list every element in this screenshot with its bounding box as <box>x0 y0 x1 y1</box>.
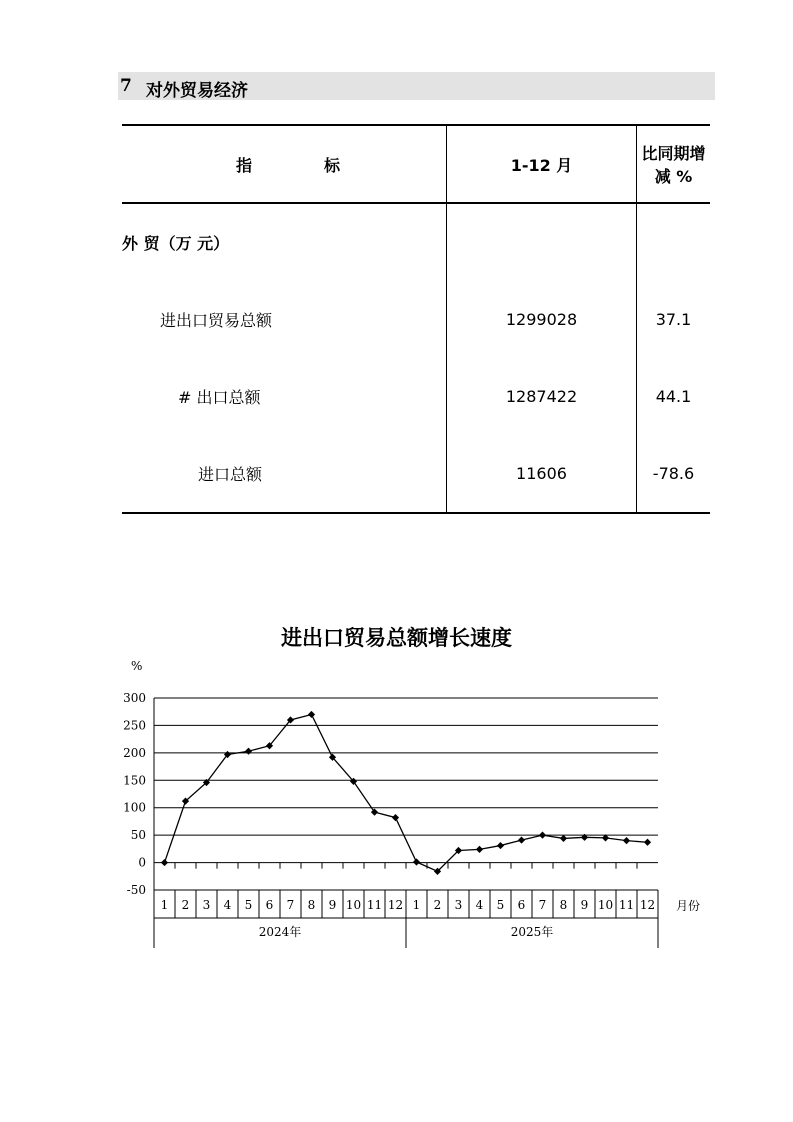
x-group-label: 2024年 <box>258 925 302 939</box>
x-tick-label: 8 <box>307 898 316 912</box>
x-tick-label: 4 <box>475 898 484 912</box>
x-tick-label: 9 <box>328 898 337 912</box>
x-tick-label: 12 <box>387 898 404 912</box>
x-tick-label: 7 <box>286 898 295 912</box>
data-point <box>161 859 168 866</box>
series-line <box>165 714 648 871</box>
table-row <box>122 358 710 435</box>
x-tick-label: 5 <box>496 898 505 912</box>
x-tick-label: 11 <box>618 898 635 912</box>
row-change: 44.1 <box>637 358 711 435</box>
row-value: 11606 <box>447 435 637 513</box>
data-point <box>539 832 546 839</box>
section-title: 对外贸易经济 <box>146 81 248 101</box>
y-tick-label: 250 <box>123 718 146 733</box>
y-tick-label: 200 <box>123 745 146 760</box>
data-point <box>476 846 483 853</box>
x-tick-label: 9 <box>580 898 589 912</box>
data-point <box>413 858 420 865</box>
x-tick-label: 8 <box>559 898 568 912</box>
x-tick-label: 4 <box>223 898 232 912</box>
x-tick-label: 6 <box>517 898 526 912</box>
row-change: 37.1 <box>637 281 711 358</box>
data-point <box>560 835 567 842</box>
x-tick-label: 2 <box>181 898 190 912</box>
header-change: 比同期增减 % <box>637 125 711 203</box>
x-tick-label: 1 <box>160 898 169 912</box>
x-tick-label: 2 <box>433 898 442 912</box>
data-point <box>392 814 399 821</box>
x-tick-label: 3 <box>454 898 463 912</box>
chart-title: 进出口贸易总额增长速度 <box>281 626 512 650</box>
data-point <box>518 836 525 843</box>
x-tick-label: 3 <box>202 898 211 912</box>
data-point <box>644 839 651 846</box>
row-label: 进口总额 <box>122 435 447 513</box>
data-point <box>497 842 504 849</box>
x-tick-label: 6 <box>265 898 274 912</box>
x-tick-label: 12 <box>639 898 656 912</box>
y-tick-label: -50 <box>126 883 146 897</box>
row-change: -78.6 <box>637 435 711 513</box>
data-point <box>245 748 252 755</box>
y-tick-label: 0 <box>138 855 146 870</box>
section-number: 7 <box>120 76 132 96</box>
row-value: 1287422 <box>447 358 637 435</box>
table-header-row <box>122 125 710 203</box>
row-value <box>447 203 637 281</box>
y-tick-label: 150 <box>123 773 146 788</box>
row-label: 外 贸（万 元） <box>122 234 230 253</box>
x-tick-label: 10 <box>345 898 362 912</box>
data-point <box>371 809 378 816</box>
row-label: 进出口贸易总额 <box>160 311 273 330</box>
y-axis-unit: % <box>131 659 143 673</box>
data-point <box>623 837 630 844</box>
row-label: # 出口总额 <box>178 388 261 407</box>
x-group-label: 2025年 <box>510 925 554 939</box>
chart-canvas <box>0 600 793 980</box>
x-tick-label: 5 <box>244 898 253 912</box>
data-point <box>308 711 315 718</box>
x-axis-title: 月份 <box>676 899 701 913</box>
table-row <box>122 435 710 513</box>
row-change <box>637 203 711 281</box>
x-tick-label: 11 <box>366 898 383 912</box>
table-row <box>122 203 710 281</box>
x-tick-label: 7 <box>538 898 547 912</box>
table-row <box>122 281 710 358</box>
trade-table <box>122 124 710 514</box>
section-header <box>118 72 715 100</box>
y-tick-label: 300 <box>123 691 146 705</box>
x-tick-label: 10 <box>597 898 614 912</box>
y-tick-label: 100 <box>123 800 146 815</box>
header-period: 1-12 月 <box>447 125 637 203</box>
y-tick-label: 50 <box>130 828 146 843</box>
x-tick-label: 1 <box>412 898 421 912</box>
growth-chart <box>0 600 793 980</box>
row-value: 1299028 <box>447 281 637 358</box>
header-indicator: 指 标 <box>122 125 447 203</box>
